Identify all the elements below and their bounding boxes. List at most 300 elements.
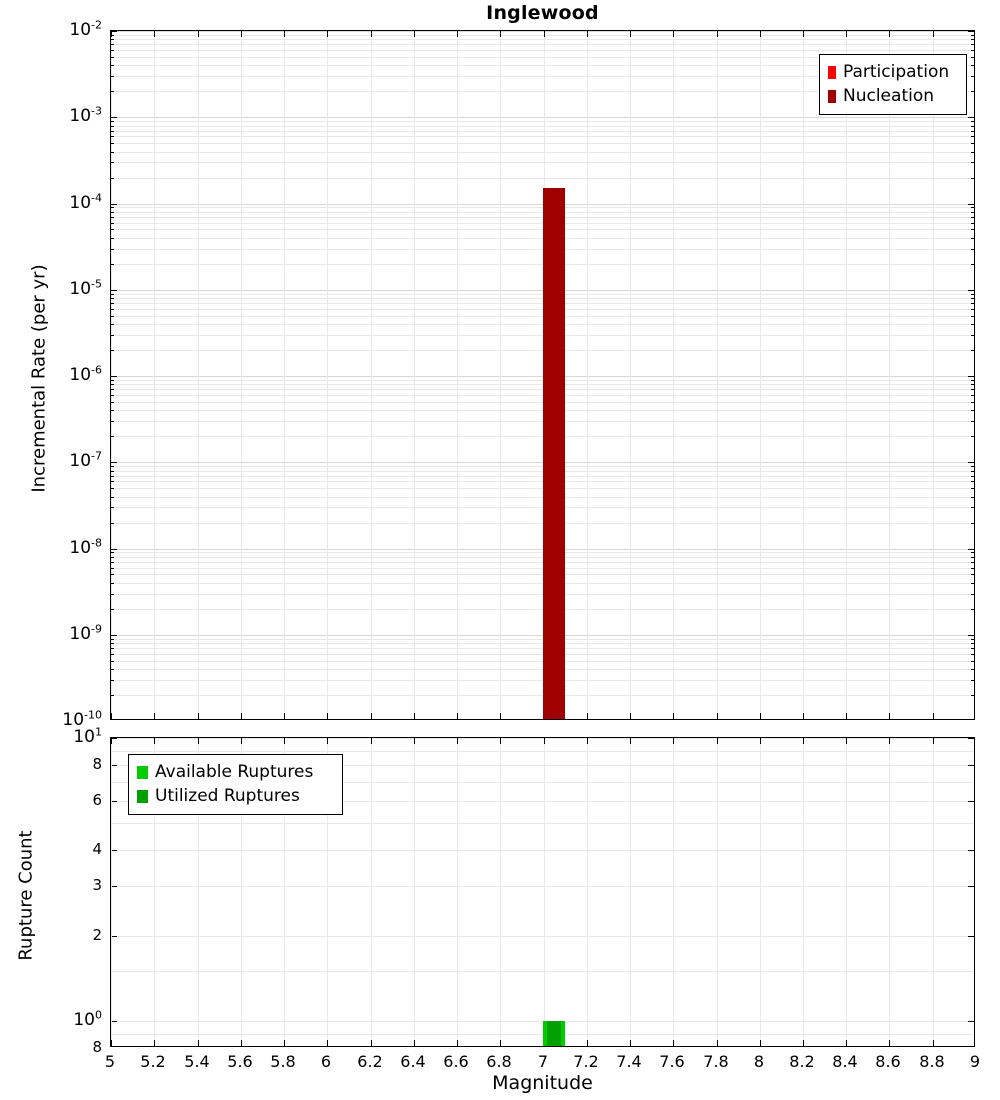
x-tick-mark: [933, 738, 934, 744]
tick-mark-minor: [971, 178, 974, 179]
tick-mark-minor: [971, 481, 974, 482]
utilized-ruptures-swatch-icon: [137, 790, 148, 803]
tick-mark-minor: [971, 680, 974, 681]
tick-mark: [968, 1021, 974, 1022]
x-tick-mark: [846, 738, 847, 744]
tick-mark-minor: [111, 639, 114, 640]
gridline-vertical: [803, 738, 804, 1046]
tick-mark-minor: [971, 594, 974, 595]
gridline-vertical: [371, 738, 372, 1046]
available-ruptures-swatch-icon: [137, 766, 148, 779]
x-tick-label: 5.8: [270, 1052, 296, 1071]
tick-mark-minor: [111, 131, 114, 132]
gridline-vertical: [760, 31, 761, 719]
tick-mark-minor: [971, 471, 974, 472]
tick-mark-minor: [111, 136, 114, 137]
x-tick-label: 7.4: [616, 1052, 642, 1071]
x-tick-mark: [414, 31, 415, 37]
tick-mark-minor: [971, 229, 974, 230]
x-tick-mark: [111, 1040, 112, 1046]
tick-mark-minor: [971, 35, 974, 36]
gridline-vertical: [933, 738, 934, 1046]
x-tick-mark: [889, 31, 890, 37]
tick-mark-minor: [111, 507, 114, 508]
x-tick-mark: [803, 713, 804, 719]
tick-mark-minor: [971, 695, 974, 696]
tick-mark-minor: [111, 523, 114, 524]
y-tick-label: $10^1$: [73, 725, 102, 747]
x-tick-mark: [154, 1040, 155, 1046]
tick-mark-minor: [111, 162, 114, 163]
y-axis-title-bottom: Rupture Count: [15, 830, 37, 961]
x-tick-mark: [846, 713, 847, 719]
x-tick-mark: [457, 713, 458, 719]
x-tick-label: 6.4: [400, 1052, 426, 1071]
x-tick-label: 8: [753, 1052, 765, 1071]
x-tick-mark: [760, 31, 761, 37]
tick-mark-minor: [971, 380, 974, 381]
tick-mark-minor: [111, 669, 114, 670]
gridline-vertical: [154, 31, 155, 719]
tick-mark-minor: [111, 76, 114, 77]
x-tick-mark: [933, 31, 934, 37]
tick-mark-minor: [971, 661, 974, 662]
tick-mark: [968, 936, 974, 937]
tick-mark: [968, 635, 974, 636]
tick-mark-minor: [111, 238, 114, 239]
gridline-vertical: [544, 738, 545, 1046]
y-tick-label: $10^{-10}$: [62, 708, 102, 730]
tick-mark-minor: [111, 335, 114, 336]
legend-label: Available Ruptures: [155, 762, 314, 782]
tick-mark-minor: [971, 402, 974, 403]
tick-mark-minor: [111, 648, 114, 649]
tick-mark-minor: [111, 207, 114, 208]
x-tick-mark: [327, 713, 328, 719]
tick-mark-minor: [111, 249, 114, 250]
x-tick-mark: [587, 738, 588, 744]
gridline-vertical: [673, 738, 674, 1046]
x-tick-mark: [371, 31, 372, 37]
x-tick-label: 7.2: [573, 1052, 599, 1071]
y-tick-label: 6: [92, 790, 102, 809]
tick-mark-minor: [971, 131, 974, 132]
tick-mark: [968, 886, 974, 887]
tick-mark-minor: [971, 395, 974, 396]
x-tick-mark: [457, 31, 458, 37]
bar-nucleation: [543, 188, 565, 719]
y-tick-label: $10^{-7}$: [69, 449, 102, 472]
tick-mark-minor: [111, 476, 114, 477]
y-tick-label: 4: [92, 840, 102, 859]
x-tick-mark: [198, 31, 199, 37]
gridline-vertical: [241, 31, 242, 719]
x-tick-label: 7: [537, 1052, 549, 1071]
x-tick-mark: [717, 738, 718, 744]
x-tick-mark: [717, 31, 718, 37]
tick-mark: [968, 204, 974, 205]
x-axis-title: Magnitude: [492, 1072, 593, 1094]
tick-mark-minor: [971, 217, 974, 218]
x-tick-mark: [803, 31, 804, 37]
tick-mark-minor: [111, 552, 114, 553]
tick-mark: [111, 376, 117, 377]
tick-mark-minor: [111, 91, 114, 92]
tick-mark-minor: [971, 309, 974, 310]
tick-mark-minor: [971, 568, 974, 569]
legend-item-utilized-ruptures: [137, 784, 334, 808]
tick-mark-minor: [111, 324, 114, 325]
tick-mark-minor: [111, 389, 114, 390]
tick-mark-minor: [111, 481, 114, 482]
x-tick-mark: [414, 713, 415, 719]
y-tick-label: $10^{-2}$: [69, 18, 102, 40]
x-tick-label: 6: [320, 1052, 332, 1071]
x-tick-mark: [241, 1040, 242, 1046]
x-tick-mark: [544, 738, 545, 744]
y-tick-label: $10^{-4}$: [69, 190, 102, 213]
x-tick-mark: [111, 713, 112, 719]
gridline-vertical: [630, 31, 631, 719]
gridline-vertical: [587, 738, 588, 1046]
y-tick-label: $10^{-8}$: [69, 535, 102, 558]
tick-mark-minor: [971, 654, 974, 655]
tick-mark-minor: [971, 65, 974, 66]
x-tick-mark: [371, 1040, 372, 1046]
tick-mark: [968, 462, 974, 463]
x-tick-mark: [457, 738, 458, 744]
tick-mark-minor: [111, 50, 114, 51]
x-tick-mark: [284, 31, 285, 37]
x-tick-label: 5.6: [227, 1052, 253, 1071]
tick-mark-minor: [111, 421, 114, 422]
x-tick-label: 7.6: [659, 1052, 685, 1071]
y-tick-label: $10^{-3}$: [69, 104, 102, 127]
tick-mark-minor: [971, 44, 974, 45]
x-tick-mark: [587, 713, 588, 719]
tick-mark-minor: [971, 643, 974, 644]
tick-mark-minor: [111, 466, 114, 467]
x-tick-label: 5.4: [184, 1052, 210, 1071]
rupture-count-plot: [110, 737, 975, 1047]
x-tick-mark: [154, 713, 155, 719]
tick-mark-minor: [111, 402, 114, 403]
gridline-vertical: [889, 31, 890, 719]
tick-mark-minor: [111, 583, 114, 584]
tick-mark-minor: [971, 350, 974, 351]
x-tick-label: 7.8: [703, 1052, 729, 1071]
participation-swatch-icon: [828, 66, 836, 79]
legend-item-participation: [828, 60, 958, 84]
x-tick-mark: [154, 738, 155, 744]
tick-mark-minor: [971, 324, 974, 325]
tick-mark: [968, 801, 974, 802]
gridline-vertical: [500, 31, 501, 719]
y-tick-label: $10^{-5}$: [69, 277, 102, 299]
tick-mark-minor: [111, 557, 114, 558]
tick-mark-minor: [971, 476, 974, 477]
tick-mark-minor: [971, 143, 974, 144]
tick-mark-minor: [111, 350, 114, 351]
tick-mark-minor: [971, 384, 974, 385]
x-tick-mark: [803, 1040, 804, 1046]
x-tick-mark: [241, 713, 242, 719]
x-tick-mark: [500, 713, 501, 719]
tick-mark-minor: [971, 488, 974, 489]
legend-item-available-ruptures: [137, 760, 334, 784]
x-tick-mark: [457, 1040, 458, 1046]
gridline-vertical: [371, 31, 372, 719]
x-tick-mark: [111, 31, 112, 37]
tick-mark-minor: [111, 609, 114, 610]
tick-mark-minor: [971, 249, 974, 250]
tick-mark-minor: [111, 384, 114, 385]
tick-mark-minor: [971, 238, 974, 239]
x-tick-mark: [241, 31, 242, 37]
x-tick-mark: [803, 738, 804, 744]
x-tick-mark: [673, 1040, 674, 1046]
tick-mark-minor: [111, 143, 114, 144]
y-tick-label: 8: [92, 1038, 102, 1056]
tick-mark-minor: [971, 303, 974, 304]
x-tick-label: 8.4: [832, 1052, 858, 1071]
x-tick-mark: [933, 1040, 934, 1046]
tick-mark-minor: [111, 661, 114, 662]
x-tick-mark: [414, 738, 415, 744]
tick-mark-minor: [971, 523, 974, 524]
tick-mark-minor: [971, 294, 974, 295]
gridline-vertical: [587, 31, 588, 719]
x-tick-mark: [198, 713, 199, 719]
tick-mark: [968, 376, 974, 377]
x-tick-label: 8.6: [875, 1052, 901, 1071]
tick-mark-minor: [971, 389, 974, 390]
tick-mark-minor: [111, 121, 114, 122]
x-tick-mark: [717, 1040, 718, 1046]
tick-mark-minor: [971, 639, 974, 640]
x-tick-mark: [154, 31, 155, 37]
tick-mark-minor: [111, 178, 114, 179]
x-tick-mark: [544, 31, 545, 37]
tick-mark-minor: [111, 294, 114, 295]
tick-mark: [111, 290, 117, 291]
legend-item-nucleation: [828, 84, 958, 108]
tick-mark-minor: [971, 223, 974, 224]
x-tick-label: 5: [104, 1052, 116, 1071]
nucleation-swatch-icon: [828, 90, 836, 103]
tick-mark-minor: [111, 654, 114, 655]
tick-mark-minor: [971, 316, 974, 317]
tick-mark-minor: [971, 121, 974, 122]
x-tick-mark: [327, 1040, 328, 1046]
x-tick-mark: [284, 1040, 285, 1046]
x-tick-mark: [630, 713, 631, 719]
gridline-vertical: [717, 31, 718, 719]
x-tick-mark: [327, 31, 328, 37]
tick-mark-minor: [971, 76, 974, 77]
gridline-vertical: [327, 31, 328, 719]
tick-mark-minor: [971, 574, 974, 575]
tick-mark-minor: [111, 436, 114, 437]
incremental-rate-plot: [110, 30, 975, 720]
y-tick-label: $10^0$: [73, 1007, 102, 1030]
tick-mark-minor: [971, 298, 974, 299]
y-axis-title-top: Incremental Rate (per yr): [28, 264, 50, 493]
x-tick-mark: [630, 1040, 631, 1046]
legend-rate: [819, 54, 967, 115]
tick-mark-minor: [111, 57, 114, 58]
tick-mark-minor: [111, 488, 114, 489]
tick-mark-minor: [111, 39, 114, 40]
tick-mark: [968, 290, 974, 291]
tick-mark-minor: [971, 212, 974, 213]
tick-mark-minor: [971, 39, 974, 40]
bar-utilized-ruptures: [547, 1021, 561, 1046]
tick-mark-minor: [971, 497, 974, 498]
x-tick-mark: [327, 738, 328, 744]
x-tick-label: 6.2: [357, 1052, 383, 1071]
tick-mark-minor: [971, 609, 974, 610]
legend-ruptures: [128, 754, 343, 815]
gridline-vertical: [889, 738, 890, 1046]
x-tick-mark: [587, 1040, 588, 1046]
x-tick-mark: [198, 738, 199, 744]
gridline-vertical: [846, 31, 847, 719]
gridline-vertical: [846, 738, 847, 1046]
x-tick-mark: [889, 738, 890, 744]
gridline-vertical: [760, 738, 761, 1046]
tick-mark-minor: [971, 152, 974, 153]
tick-mark: [111, 117, 117, 118]
tick-mark-minor: [111, 264, 114, 265]
tick-mark-minor: [111, 309, 114, 310]
gridline-vertical: [933, 31, 934, 719]
gridline-vertical: [198, 31, 199, 719]
x-tick-mark: [673, 31, 674, 37]
tick-mark-minor: [971, 207, 974, 208]
x-tick-mark: [846, 1040, 847, 1046]
tick-mark-minor: [111, 568, 114, 569]
x-tick-label: 6.8: [486, 1052, 512, 1071]
tick-mark-minor: [111, 303, 114, 304]
gridline-vertical: [457, 738, 458, 1046]
x-tick-mark: [717, 713, 718, 719]
x-tick-mark: [284, 713, 285, 719]
tick-mark-minor: [971, 421, 974, 422]
x-tick-mark: [673, 713, 674, 719]
gridline-vertical: [457, 31, 458, 719]
tick-mark: [968, 738, 974, 739]
x-tick-mark: [889, 713, 890, 719]
x-tick-mark: [630, 31, 631, 37]
x-tick-mark: [371, 713, 372, 719]
x-tick-mark: [933, 713, 934, 719]
gridline-vertical: [717, 738, 718, 1046]
tick-mark: [111, 204, 117, 205]
x-tick-mark: [587, 31, 588, 37]
x-tick-mark: [500, 1040, 501, 1046]
tick-mark-minor: [971, 91, 974, 92]
gridline-vertical: [414, 738, 415, 1046]
x-tick-mark: [111, 738, 112, 744]
tick-mark-minor: [111, 471, 114, 472]
tick-mark-minor: [111, 223, 114, 224]
tick-mark-minor: [971, 648, 974, 649]
y-tick-label: $10^{-9}$: [69, 622, 102, 644]
tick-mark-minor: [111, 212, 114, 213]
x-tick-mark: [198, 1040, 199, 1046]
tick-mark-minor: [971, 669, 974, 670]
y-tick-label: 2: [92, 925, 102, 944]
y-tick-label: 3: [92, 875, 102, 894]
tick-mark-minor: [111, 562, 114, 563]
gridline-vertical: [803, 31, 804, 719]
gridline-vertical: [414, 31, 415, 719]
tick-mark-minor: [111, 410, 114, 411]
tick-mark-minor: [111, 594, 114, 595]
x-tick-mark: [846, 31, 847, 37]
legend-label: Nucleation: [843, 86, 935, 106]
gridline-vertical: [673, 31, 674, 719]
gridline-vertical: [500, 738, 501, 1046]
tick-mark-minor: [111, 643, 114, 644]
tick-mark-minor: [971, 162, 974, 163]
x-tick-mark: [500, 31, 501, 37]
page-title: Inglewood: [486, 2, 599, 24]
tick-mark-minor: [111, 217, 114, 218]
tick-mark: [968, 765, 974, 766]
tick-mark-minor: [971, 57, 974, 58]
tick-mark-minor: [971, 552, 974, 553]
x-tick-mark: [284, 738, 285, 744]
tick-mark-minor: [971, 562, 974, 563]
gridline-vertical: [630, 738, 631, 1046]
x-tick-mark: [371, 738, 372, 744]
tick-mark-minor: [971, 436, 974, 437]
tick-mark-minor: [971, 583, 974, 584]
tick-mark: [968, 850, 974, 851]
tick-mark-minor: [971, 136, 974, 137]
x-tick-mark: [241, 738, 242, 744]
legend-label: Utilized Ruptures: [155, 786, 300, 806]
tick-mark: [111, 549, 117, 550]
tick-mark-minor: [971, 507, 974, 508]
tick-mark: [968, 31, 974, 32]
x-tick-mark: [889, 1040, 890, 1046]
tick-mark-minor: [971, 410, 974, 411]
x-tick-mark: [673, 738, 674, 744]
tick-mark-minor: [111, 695, 114, 696]
x-tick-label: 8.2: [789, 1052, 815, 1071]
tick-mark-minor: [971, 557, 974, 558]
tick-mark: [111, 635, 117, 636]
gridline-vertical: [284, 31, 285, 719]
tick-mark-minor: [971, 466, 974, 467]
tick-mark-minor: [111, 574, 114, 575]
legend-label: Participation: [843, 62, 950, 82]
tick-mark-minor: [111, 229, 114, 230]
tick-mark-minor: [111, 298, 114, 299]
tick-mark-minor: [971, 126, 974, 127]
x-tick-label: 6.6: [443, 1052, 469, 1071]
x-tick-mark: [500, 738, 501, 744]
tick-mark-minor: [111, 497, 114, 498]
x-tick-label: 8.8: [919, 1052, 945, 1071]
x-tick-mark: [414, 1040, 415, 1046]
x-tick-mark: [630, 738, 631, 744]
tick-mark-minor: [111, 152, 114, 153]
tick-mark: [968, 549, 974, 550]
